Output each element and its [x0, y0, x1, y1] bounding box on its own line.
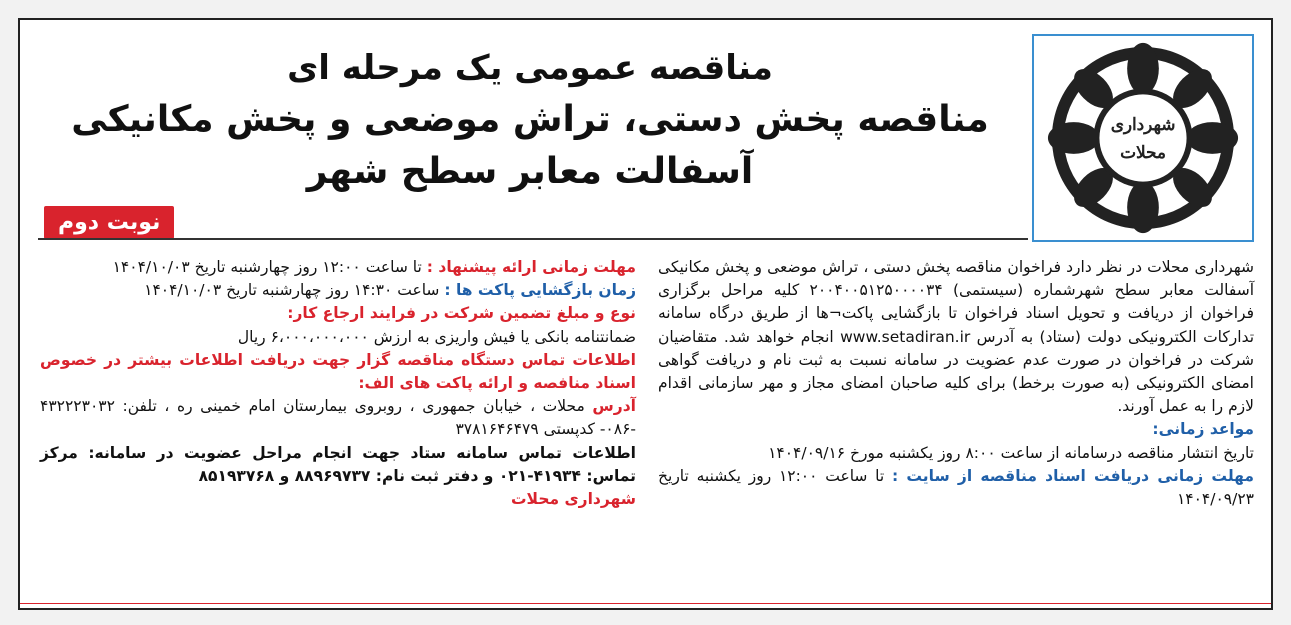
website-link[interactable]: www.setadiran.ir: [840, 327, 971, 346]
guarantee-text: ضمانتنامه بانکی یا فیش واریزی به ارزش ۶،۰۰۰،۰۰۰،۰۰۰ ریال: [237, 327, 636, 346]
intro-text: شهرداری محلات در نظر دارد فراخوان مناقصه پخش دستی ، تراش موضعی و پخش مکانیکی آسفالت معابر سطح شهرشماره (سیستمی) ۲۰۰۴۰۰۵۱۲۵۰۰۰۰۳۴ کلیه مراحل برگزاری فراخوان از دریافت و تحویل اسناد فراخوان تا بازگشایی پاکت¬ها از طریق درگاه سامانه تدارکات الکترونیکی دولت (ستاد) به آدرس: [658, 258, 1255, 346]
download-heading: مهلت زمانی دریافت اسناد مناقصه از سایت :: [891, 466, 1254, 485]
publish-text: تاریخ انتشار مناقصه درسامانه از ساعت ۸:۰۰ روز یکشنبه مورخ ۱۴۰۴/۰۹/۱۶: [768, 443, 1254, 462]
intro-tail-text: انجام خواهد شد. متقاضیان شرکت در فراخوان در صورت عدم عضویت در سامانه نسبت به ثبت نام و دریافت گواهی امضای الکترونیکی (به صورت برخط) برای کلیه صاحبان امضای مجاز و مهر سازمانی اقدام لازم را به عمل آورند.: [658, 327, 1254, 416]
header-divider: [38, 238, 1028, 240]
address-text: محلات ، خیابان جمهوری ، روبروی بیمارستان امام خمینی ره ، تلفن: ۴۳۲۲۲۳۰۳۲ -۰۸۶- کدپستی ۳۷۸۱۶۴۶۴۷۹: [40, 397, 636, 439]
schedule-heading: مواعد زمانی:: [1152, 420, 1254, 439]
intro-paragraph: [658, 256, 1254, 418]
tender-notice: [18, 18, 1273, 610]
address-label: آدرس: [592, 397, 636, 416]
left-column: [40, 256, 636, 511]
setad-contact: اطلاعات تماس سامانه ستاد جهت انجام مراحل عضویت در سامانه: مرکز تماس: ۴۱۹۳۴-۰۲۱ و دفتر ثبت نام: ۸۸۹۶۹۷۳۷ و ۸۵۱۹۳۷۶۸: [40, 443, 636, 485]
opening-heading: زمان بازگشایی پاکت ها :: [444, 281, 636, 300]
title-line-3: آسفالت معابر سطح شهر: [306, 151, 754, 192]
contact-heading: اطلاعات تماس دستگاه مناقصه گزار جهت دریافت اطلاعات بیشتر در خصوص اسناد منافصه و ارائه پاکت های الف:: [40, 350, 636, 393]
municipality-logo: [1032, 34, 1254, 242]
download-text: تا ساعت ۱۲:۰۰ روز یکشنبه تاریخ ۱۴۰۴/۰۹/۲۳: [658, 466, 1254, 509]
bottom-rule: [20, 603, 1271, 604]
title-line-2: مناقصه پخش دستی، تراش موضعی و پخش مکانیکی: [71, 99, 989, 140]
logo-text-bottom: محلات: [1120, 141, 1166, 162]
right-column: [658, 256, 1254, 511]
ornament-icon: [1034, 36, 1252, 240]
opening-text: ساعت ۱۴:۳۰ روز چهارشنبه تاریخ ۱۴۰۴/۱۰/۰۳: [144, 281, 440, 300]
title-line-1: مناقصه عمومی یک مرحله ای: [287, 48, 773, 88]
deadline-heading: مهلت زمانی ارائه پیشنهاد :: [426, 258, 636, 276]
notice-title: [40, 42, 1020, 198]
guarantee-heading: نوع و مبلغ تضمین شرکت در فرایند ارجاع کار:: [287, 304, 636, 323]
logo-text-top: شهرداری: [1110, 114, 1176, 135]
deadline-text: تا ساعت ۱۲:۰۰ روز چهارشنبه تاریخ ۱۴۰۴/۱۰/۰۳: [112, 258, 422, 276]
signature: شهرداری محلات: [510, 490, 636, 509]
round-badge: نوبت دوم: [44, 206, 174, 239]
